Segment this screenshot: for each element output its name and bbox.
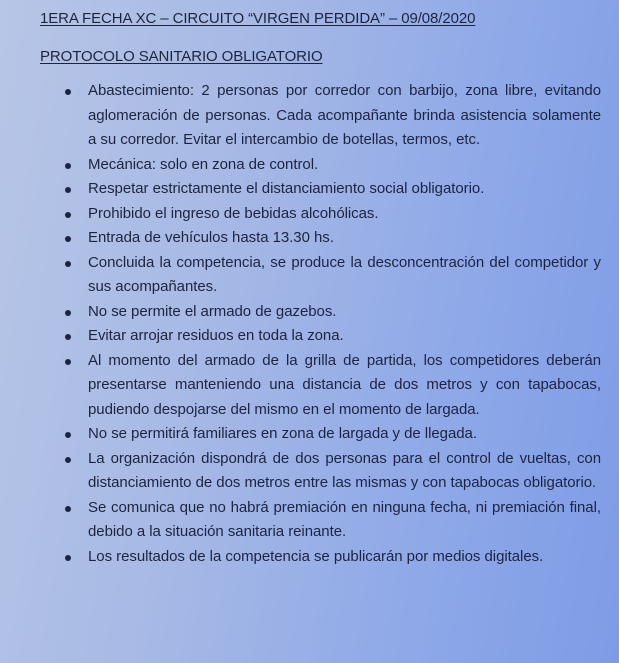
protocol-item-text: Evitar arrojar residuos en toda la zona. (88, 327, 344, 344)
protocol-item (88, 251, 601, 300)
bullet-icon (65, 310, 71, 316)
document-title: 1ERA FECHA XC – CIRCUITO “VIRGEN PERDIDA” – 09/08/2020 (40, 10, 476, 27)
protocol-item-text: No se permite el armado de gazebos. (88, 302, 337, 320)
protocol-list (40, 79, 601, 569)
protocol-item-text: La organización dispondrá de dos personas para el control de vueltas, con distanciamiento de dos metros entre las mismas y con tapabocas obligatorio. (88, 449, 601, 491)
protocol-item-text: Se comunica que no habrá premiación en ninguna fecha, ni premiación final, debido a la situación sanitaria reinante. (88, 498, 601, 540)
protocol-item (88, 324, 601, 349)
protocol-item (88, 545, 601, 570)
protocol-item (88, 349, 601, 423)
protocol-item (88, 447, 601, 496)
bullet-icon (65, 212, 71, 218)
protocol-item-text: Prohibido el ingreso de bebidas alcohólicas. (88, 204, 379, 222)
bullet-icon (65, 187, 71, 193)
protocol-item (88, 153, 601, 178)
protocol-item-text: No se permitirá familiares en zona de largada y de llegada. (88, 425, 477, 442)
protocol-item-text: Respetar estrictamente el distanciamiento social obligatorio. (88, 180, 485, 197)
protocol-item-text: Mecánica: solo en zona de control. (88, 155, 319, 173)
protocol-item (88, 202, 601, 227)
bullet-icon (65, 457, 71, 463)
protocol-item-text: Entrada de vehículos hasta 13.30 hs. (88, 229, 334, 246)
bullet-icon (65, 506, 71, 512)
protocol-item (88, 79, 601, 153)
protocol-item (88, 422, 601, 447)
bullet-icon (65, 432, 71, 438)
protocol-item (88, 300, 601, 325)
bullet-icon (65, 236, 71, 242)
bullet-icon (65, 555, 71, 561)
protocol-item-text: Al momento del armado de la grilla de partida, los competidores deberán presentarse manteniendo una distancia de dos metros y con tapabocas, pudiendo despojarse del mismo en el momento de largada. (88, 351, 601, 418)
bullet-icon (65, 261, 71, 267)
protocol-item (88, 226, 601, 251)
bullet-icon (65, 359, 71, 365)
protocol-item-text: Abastecimiento: 2 personas por corredor con barbijo, zona libre, evitando aglomeración de personas. Cada acompañante brinda asistencia solamente a su corredor. Evitar el intercambio de botellas, termos, etc. (88, 82, 601, 148)
bullet-icon (65, 334, 71, 340)
protocol-item (88, 496, 601, 545)
protocol-item (88, 177, 601, 202)
bullet-icon (65, 163, 71, 169)
document-subtitle: PROTOCOLO SANITARIO OBLIGATORIO (40, 48, 323, 65)
bullet-icon (65, 89, 71, 95)
protocol-item-text: Los resultados de la competencia se publicarán por medios digitales. (88, 547, 544, 565)
protocol-item-text: Concluida la competencia, se produce la desconcentración del competidor y sus acompañantes. (88, 253, 601, 295)
